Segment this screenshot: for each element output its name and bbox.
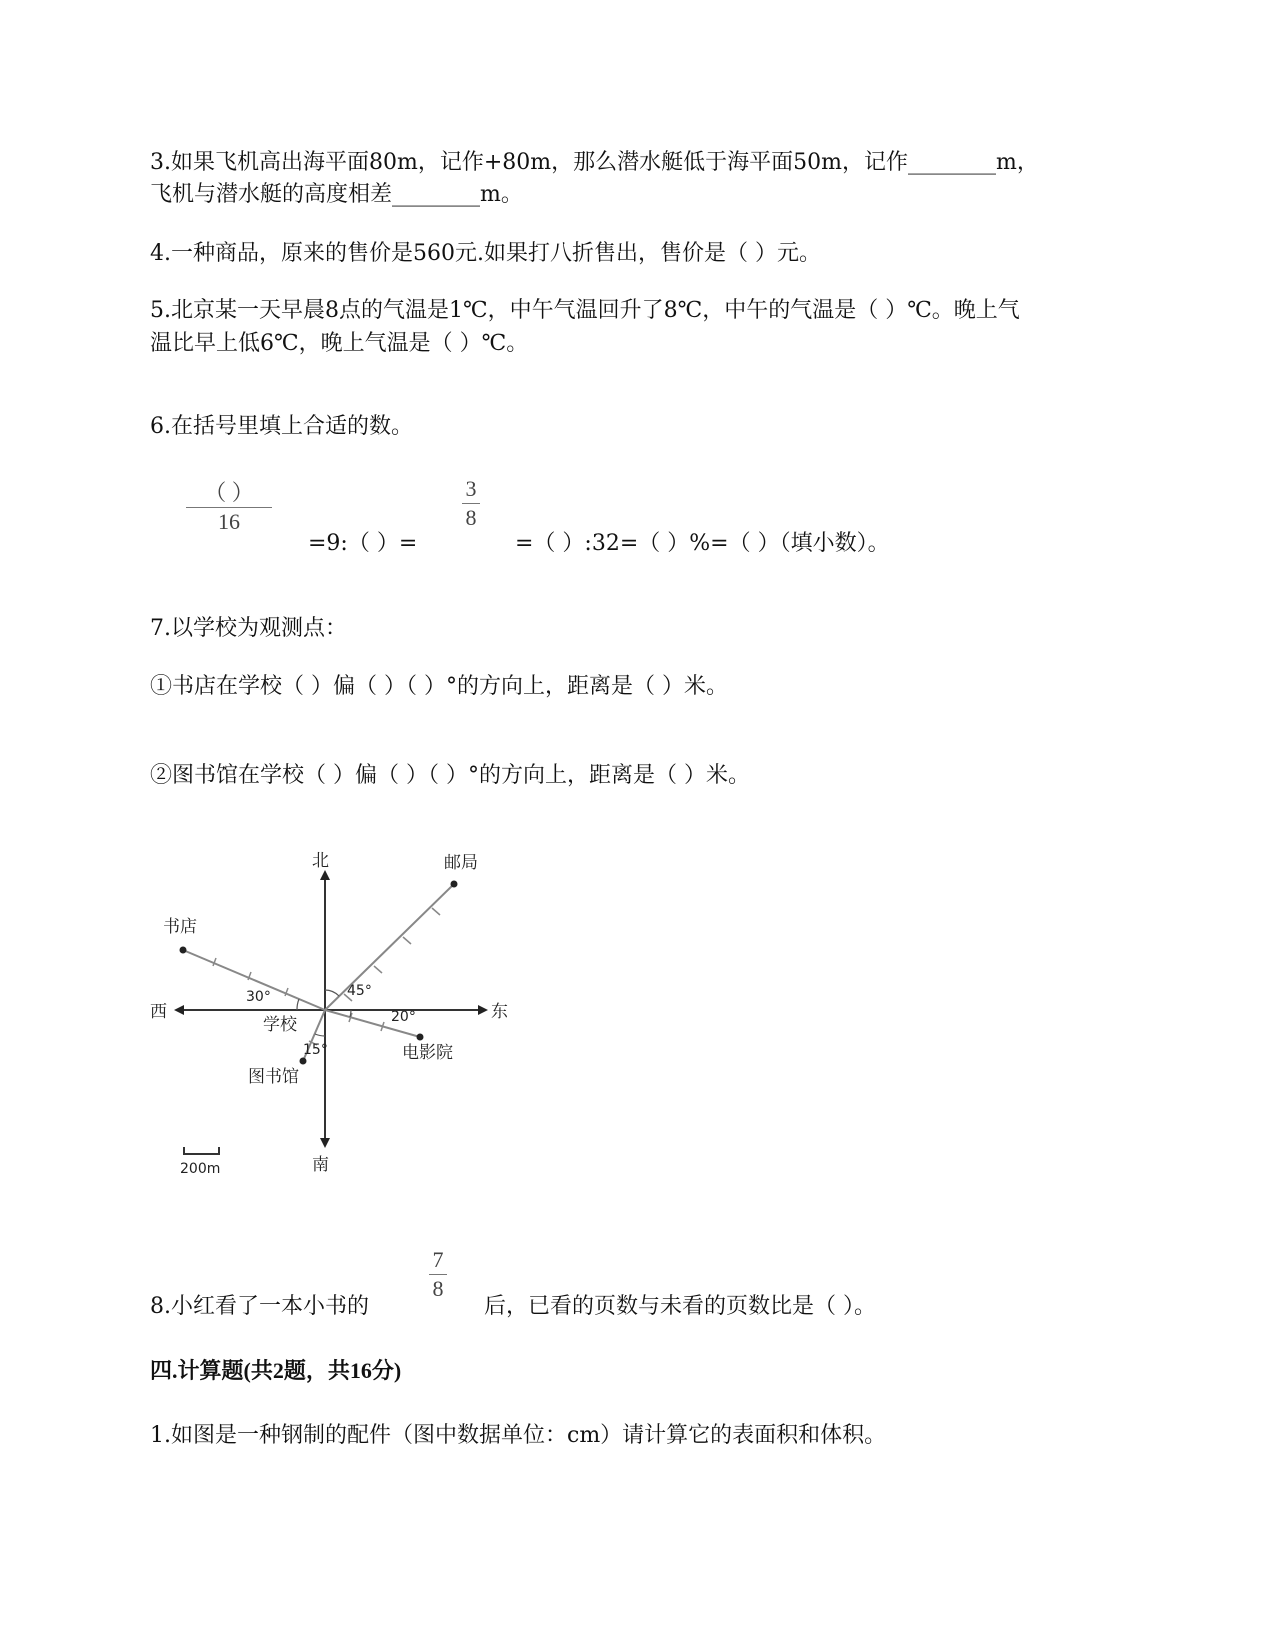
angle-arc-post <box>325 990 339 996</box>
label-cinema: 电影院 <box>402 1043 453 1063</box>
angle-label-library: 15° <box>303 1042 328 1058</box>
q6-middle-2: =（ ）:32=（ ）%=（ ）（填小数）。 <box>515 531 890 556</box>
q8-fraction-denominator: 8 <box>432 1276 444 1301</box>
label-school: 学校 <box>263 1015 297 1035</box>
q6-fraction-2-numerator: 3 <box>465 476 477 501</box>
angle-arc-bookstore <box>297 999 299 1010</box>
angle-label-bookstore: 30° <box>246 989 271 1005</box>
angle-label-cinema: 20° <box>391 1009 416 1025</box>
angle-arc-library <box>315 1034 325 1036</box>
q3-line2: 飞机与潜水艇的高度相差________m。 <box>150 182 523 207</box>
q8-text-before: 8.小红看了一本小书的 <box>150 1294 369 1319</box>
calc1-text: 1.如图是一种钢制的配件（图中数据单位：cm）请计算它的表面积和体积。 <box>150 1423 887 1448</box>
q8-fraction <box>423 1247 453 1302</box>
angle-arc-cinema <box>350 1010 351 1017</box>
scale-label: 200m <box>180 1161 221 1177</box>
label-north: 北 <box>312 851 329 871</box>
q6-fraction-1-numerator: （ ） <box>204 480 254 505</box>
label-west: 西 <box>150 1002 167 1022</box>
q6-fraction-1-denominator: 16 <box>218 509 240 534</box>
angle-label-post: 45° <box>347 983 372 999</box>
q6-fraction-2-denominator: 8 <box>465 505 477 530</box>
section-heading: 四.计算题(共2题，共16分) <box>150 1358 402 1383</box>
scale-bar <box>184 1147 219 1154</box>
q5-line2: 温比早上低6℃，晚上气温是（ ）℃。 <box>150 331 529 356</box>
q7-item-1: ①书店在学校（ ）偏（ ）（ ）°的方向上，距离是（ ）米。 <box>150 674 728 699</box>
label-library: 图书馆 <box>248 1067 299 1087</box>
fraction-bar <box>429 1274 447 1275</box>
q5-line1: 5.北京某一天早晨8点的气温是1℃，中午气温回升了8℃，中午的气温是（ ）℃。晚上气 <box>150 298 1020 323</box>
q3-line1: 3.如果飞机高出海平面80m，记作+80m，那么潜水艇低于海平面50m，记作________m， <box>150 150 1039 175</box>
label-bookstore: 书店 <box>163 917 197 937</box>
q6-middle-1: =9:（ ）= <box>308 531 418 556</box>
q7-text: 7.以学校为观测点： <box>150 616 347 641</box>
q8-fraction-numerator: 7 <box>432 1247 444 1272</box>
label-east: 东 <box>491 1002 508 1022</box>
q6-text: 6.在括号里填上合适的数。 <box>150 414 413 439</box>
q8-text-after: 后，已看的页数与未看的页数比是（ ）。 <box>484 1294 876 1319</box>
label-south: 南 <box>312 1155 329 1175</box>
q7-item-2: ②图书馆在学校（ ）偏（ ）（ ）°的方向上，距离是（ ）米。 <box>150 763 750 788</box>
q4-text: 4.一种商品，原来的售价是560元.如果打八折售出，售价是（ ）元。 <box>150 241 821 266</box>
ray-post-office <box>325 884 454 1010</box>
label-post-office: 邮局 <box>444 853 478 873</box>
